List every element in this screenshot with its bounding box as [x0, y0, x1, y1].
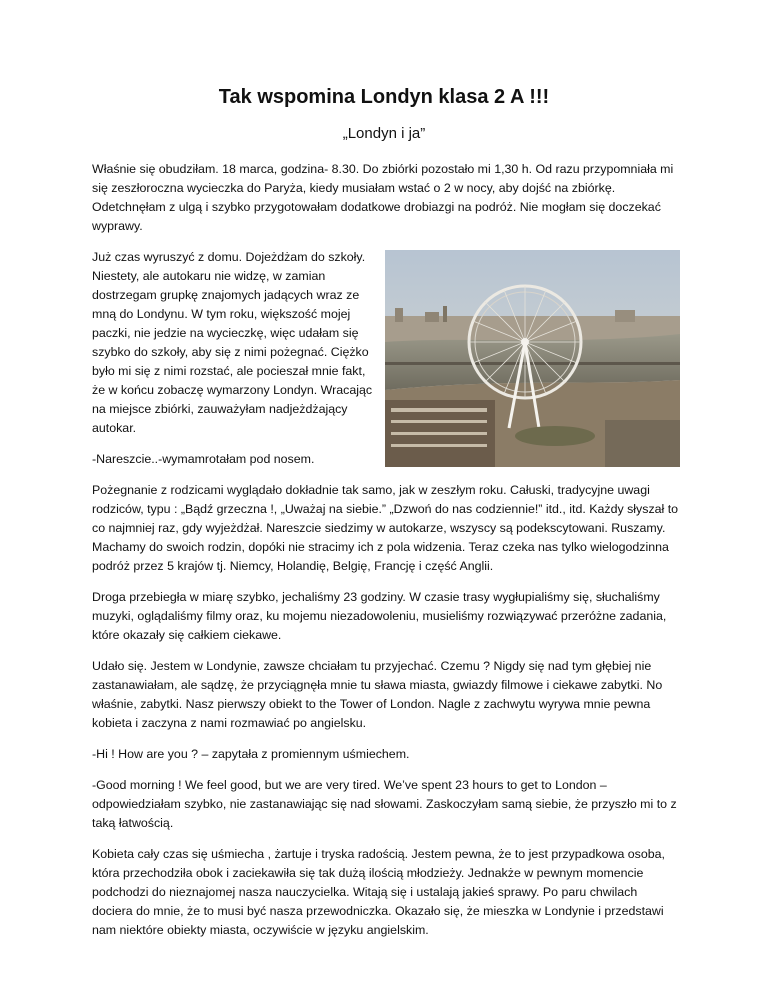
paragraph: Pożegnanie z rodzicami wyglądało dokładnie tak samo, jak w zeszłym roku. Całuski, tradycyjne uwagi rodziców, typu : „Bądź grzeczna !, „Uważaj na siebie.” „Dzwoń do nas codziennie!” itd., itd. Każdy słyszał to co najmniej raz, gdy wyjeżdżał. Nareszcie siedzimy w autokarze, wszyscy są podekscytowani. Ruszamy. Machamy do swoich rodzin, dopóki nie stracimy ich z pola widzenia. Teraz czeka nas tylko wielogodzinna podróż przez 5 krajów tj. Niemcy, Holandię, Belgię, Francję i część Anglii. — [92, 483, 679, 573]
article-body — [92, 160, 680, 952]
paragraph: -Nareszcie..-wymamrotałam pod nosem. — [92, 452, 315, 466]
paragraph: Droga przebiegła w miarę szybko, jechaliśmy 23 godziny. W czasie trasy wygłupialiśmy się, słuchaliśmy muzyki, oglądaliśmy filmy oraz, ku mojemu niezadowoleniu, musieliśmy rozwiązywać przeróżne zadania, które okazały się całkiem ciekawe. — [92, 590, 667, 642]
paragraph: -Good morning ! We feel good, but we are very tired. We’ve spent 23 hours to get to London – odpowiedziałam szybko, nie zastanawiając się nad słowami. Zaskoczyłam samą siebie, że przyszło mi to z taką łatwością. — [92, 778, 677, 830]
london-eye-photo — [385, 250, 680, 467]
paragraph: Kobieta cały czas się uśmiecha , żartuje i tryska radością. Jestem pewna, że to jest przypadkowa osoba, która przechodziła obok i zaciekawiła się tak dużą ilością młodzieży. Jednakże w pewnym momencie podchodzi do nieznajomej nasza nauczycielka. Witają się i ustalają jakieś sprawy. Po paru chwilach dociera do mnie, że to musi być nasza przewodniczka. Okazało się, że mieszka w Londynie i przedstawi nam niektóre obiekty miasta, oczywiście w języku angielskim. — [92, 847, 665, 937]
page-subtitle: „Londyn i ja” — [342, 125, 426, 142]
paragraph: Właśnie się obudziłam. 18 marca, godzina- 8.30. Do zbiórki pozostało mi 1,30 h. Od razu przypomniała mi się zeszłoroczna wycieczka do Paryża, kiedy musiałam wstać o 2 w nocy, aby dojść na zbiórkę. Odetchnęłam z ulgą i szybko przygotowałam dodatkowe drobiazgi na podróż. Nie mogłam się doczekać wyprawy. — [92, 162, 674, 233]
page-title: Tak wspomina Londyn klasa 2 A !!! — [218, 86, 550, 108]
paragraph: Już czas wyruszyć z domu. Dojeżdżam do szkoły. Niestety, ale autokaru nie widzę, w zamian dostrzegam grupkę znajomych jadących wraz ze mną do Londynu. W tym roku, większość mojej paczki, nie jedzie na wycieczkę, więc udałam się szybko do szkoły, aby się z nimi pożegnać. Ciężko było mi się z nimi rozstać, ale pocieszał mnie fakt, że w końcu zobaczę wymarzony Londyn. Wracając na miejsce zbiórki, zauważyłam nadjeżdżający autokar. — [92, 250, 373, 435]
paragraph: Udało się. Jestem w Londynie, zawsze chciałam tu przyjechać. Czemu ? Nigdy się nad tym głębiej nie zastanawiałam, ale sądzę, że przyciągnęła mnie tu sława miasta, gwiazdy filmowe i ciekawe zabytki. No właśnie, zabytki. Nasz pierwszy obiekt to the Tower of London. Nagle z zachwytu wyrywa mnie pewna kobieta i zaczyna z nami rozmawiać po angielsku. — [92, 659, 663, 730]
paragraph: -Hi ! How are you ? – zapytała z promiennym uśmiechem. — [92, 747, 410, 761]
